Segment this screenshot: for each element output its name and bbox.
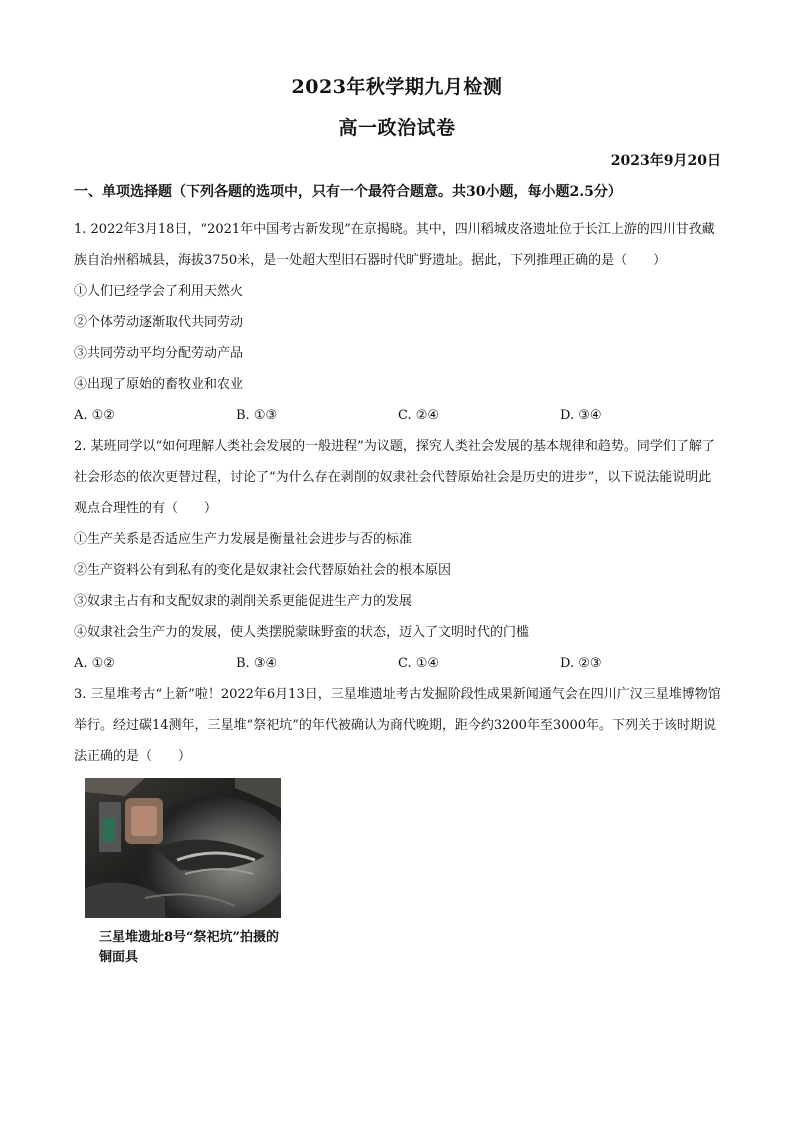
question-2 [74,431,722,679]
statement: ③共同劳动平均分配劳动产品 [74,346,244,361]
exam-date: 2023年9月20日 [610,153,721,169]
option-b: B. ①③ [236,408,278,423]
option-a: A. ①② [74,656,115,671]
figure-caption: 三星堆遗址8号“祭祀坑”拍摄的铜面具 [99,930,280,965]
statement: ③奴隶主占有和支配奴隶的剥削关系更能促进生产力的发展 [74,594,413,609]
option-d: D. ②③ [560,656,602,671]
exam-content [74,182,722,968]
section-heading: 一、单项选择题（下列各题的选项中，只有一个最符合题意。共30小题，每小题2.5分） [74,184,622,200]
question-stem: 2. 某班同学以“如何理解人类社会发展的一般进程”为议题，探究人类社会发展的基本规律和趋势。同学们了解了社会形态的依次更替过程，讨论了“为什么存在剥削的奴隶社会代替原始社会是历史的进步”，以下说法能说明此观点合理性的有（ ） [74,439,715,516]
question-stem: 3. 三星堆考古“上新”啦！2022年6月13日，三星堆遗址考古发掘阶段性成果新闻通气会在四川广汉三星堆博物馆举行。经过碳14测年，三星堆“祭祀坑”的年代被确认为商代晚期，距今约3200年至3000年。下列关于该时期说法正确的是（ ） [74,687,721,764]
figure [85,778,285,968]
statement: ④奴隶社会生产力的发展，使人类摆脱蒙昧野蛮的状态，迈入了文明时代的门槛 [74,625,530,640]
option-d: D. ③④ [560,408,602,423]
statement: ②个体劳动逐渐取代共同劳动 [74,315,244,330]
statement: ①生产关系是否适应生产力发展是衡量社会进步与否的标准 [74,532,413,547]
option-c: C. ①④ [398,656,440,671]
option-a: A. ①② [74,408,115,423]
option-b: B. ③④ [236,656,278,671]
question-stem: 1. 2022年3月18日，“2021年中国考古新发现”在京揭晓。其中，四川稻城皮洛遗址位于长江上游的四川甘孜藏族自治州稻城县，海拔3750米，是一处超大型旧石器时代旷野遗址。据此，下列推理正确的是（ ） [74,222,715,268]
statement: ②生产资料公有到私有的变化是奴隶社会代替原始社会的根本原因 [74,563,452,578]
exam-subtitle: 高一政治试卷 [338,117,456,139]
question-3 [74,679,722,968]
exam-title: 2023年秋学期九月检测 [291,76,503,98]
question-1 [74,214,722,431]
statement: ④出现了原始的畜牧业和农业 [74,377,244,392]
answer-options [74,648,722,679]
statement: ①人们已经学会了利用天然火 [74,284,244,299]
option-c: C. ②④ [398,408,440,423]
bronze-mask-photo [85,778,281,918]
answer-options [74,400,722,431]
